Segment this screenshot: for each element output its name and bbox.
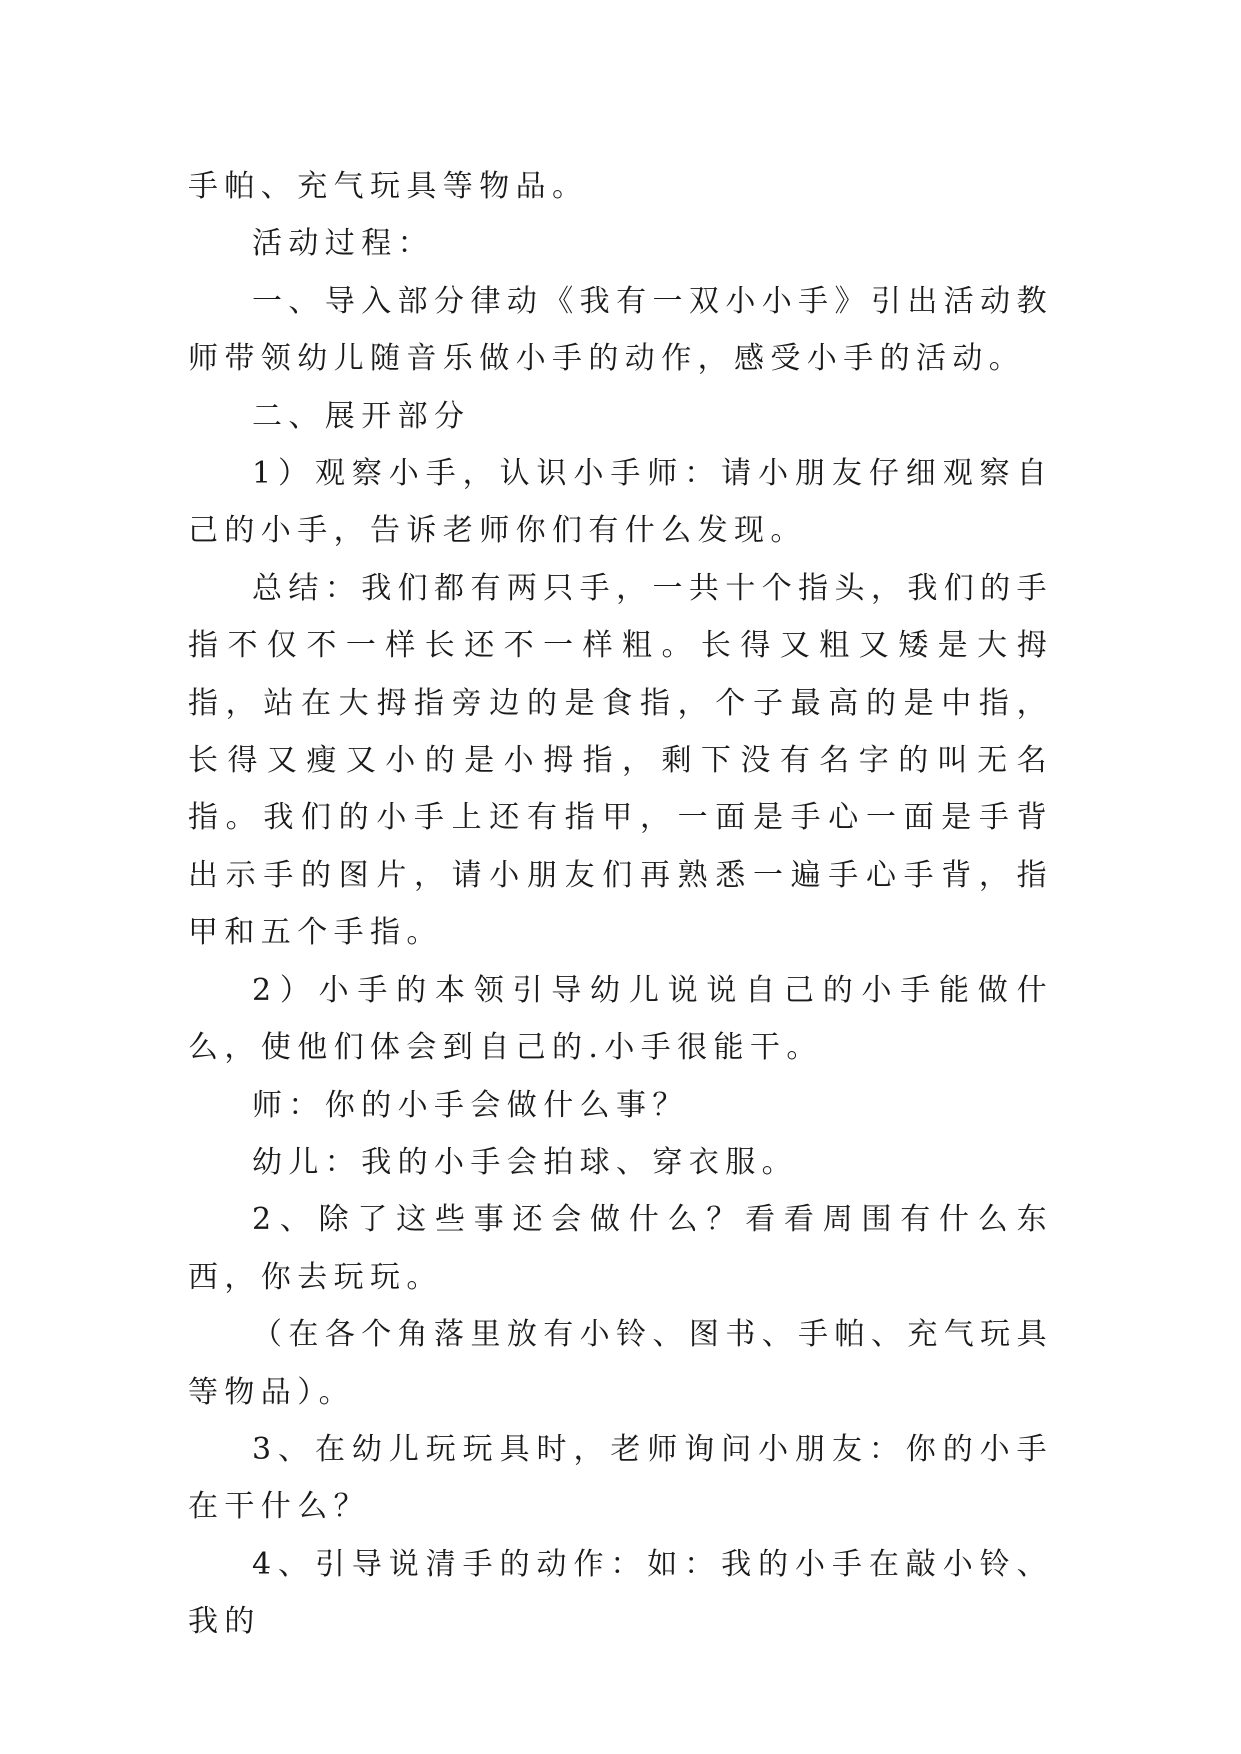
document-page [188, 158, 1053, 1651]
paragraph-main-section-heading: 二、展开部分 [252, 398, 471, 434]
paragraph-observe-hands: 1）观察小手，认识小手师：请小朋友仔细观察自己的小手，告诉老师你们有什么发现。 [188, 456, 1053, 549]
paragraph-step-3: 3、在幼儿玩玩具时，老师询问小朋友：你的小手在干什么？ [188, 1431, 1053, 1525]
paragraph-child-answer: 幼儿：我的小手会拍球、穿衣服。 [252, 1144, 798, 1180]
paragraph-teacher-question: 师：你的小手会做什么事？ [252, 1087, 689, 1123]
paragraph-intro-section: 一、导入部分律动《我有一双小小手》引出活动教师带领幼儿随音乐做小手的动作，感受小手的活动。 [188, 283, 1053, 377]
paragraph-hand-skills: 2）小手的本领引导幼儿说说自己的小手能做什么，使他们体会到自己的.小手很能干。 [188, 972, 1053, 1066]
paragraph-step-2: 2、除了这些事还会做什么？看看周围有什么东西，你去玩玩。 [188, 1202, 1053, 1295]
paragraph-continuation: 手帕、充气玩具等物品。 [188, 169, 589, 204]
paragraph-step-4: 4、引导说清手的动作：如：我的小手在敲小铃、我的 [188, 1546, 1053, 1640]
paragraph-materials-note: （在各个角落里放有小铃、图书、手帕、充气玩具等物品）。 [188, 1317, 1053, 1410]
paragraph-activity-process-heading: 活动过程： [252, 226, 434, 262]
paragraph-summary: 总结：我们都有两只手，一共十个指头，我们的手指不仅不一样长还不一样粗。长得又粗又矮是大拇指，站在大拇指旁边的是食指，个子最高的是中指，长得又瘦又小的是小拇指，剩下没有名字的叫无名指。我们的小手上还有指甲，一面是手心一面是手背出示手的图片，请小朋友们再熟悉一遍手心手背，指甲和五个手指。 [188, 570, 1053, 951]
